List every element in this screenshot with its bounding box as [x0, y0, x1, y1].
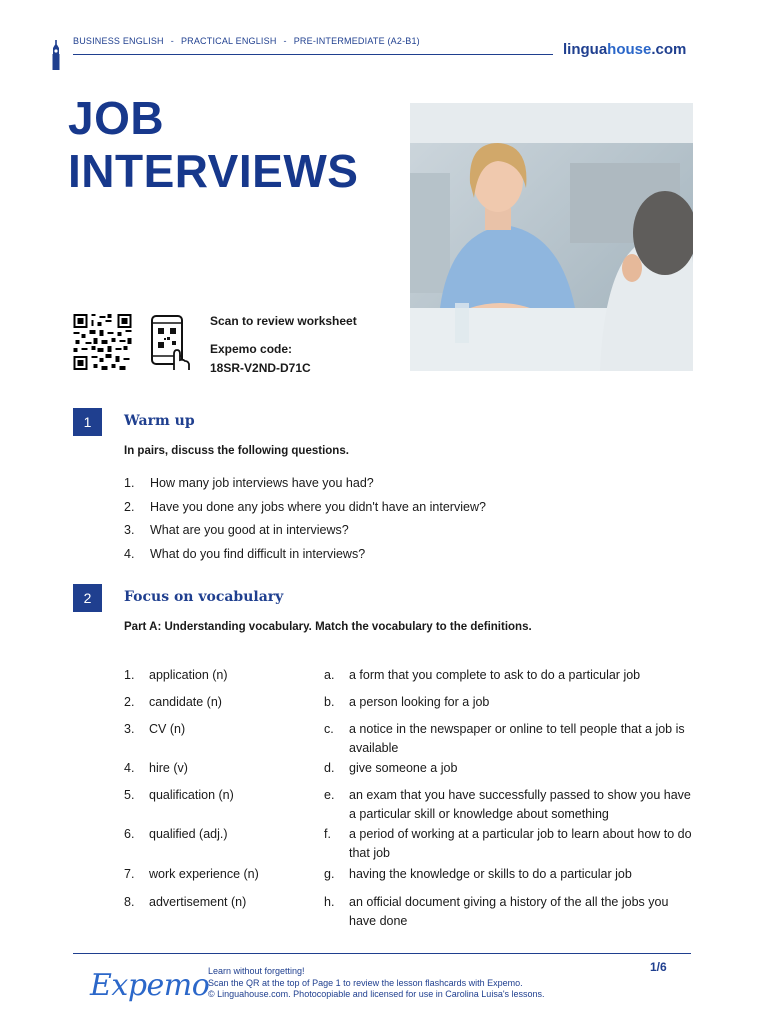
page-title	[68, 92, 358, 199]
table-row: 5. qualification (n) e. an exam that you have successfully passed to show you have a particular skill or knowledge about something	[124, 788, 691, 821]
table-row: 8. advertisement (n) h. an official document giving a history of the all the jobs you have done	[124, 895, 669, 928]
title-line-2: INTERVIEWS	[68, 145, 359, 198]
scan-label: Scan to review worksheet	[210, 314, 357, 328]
expemo-code-label: Expemo code:	[210, 342, 293, 356]
table-row: 4. hire (v) d. give someone a job	[124, 761, 458, 775]
scan-info	[210, 312, 357, 378]
footer-tagline: Learn without forgetting!	[208, 966, 305, 976]
footer-text	[208, 966, 545, 1001]
breadcrumb-separator: -	[283, 36, 287, 46]
header-divider	[73, 54, 553, 55]
phone-scan-icon	[150, 314, 192, 372]
section-2-number: 2	[73, 584, 102, 612]
warmup-question-list	[124, 476, 544, 570]
expemo-logo: Expemo	[90, 968, 210, 1003]
breadcrumb-separator: -	[170, 36, 174, 46]
section-2-instruction: Part A: Understanding vocabulary. Match the vocabulary to the definitions.	[124, 621, 532, 633]
list-item: 4. What do you find difficult in interviews?	[124, 546, 366, 561]
table-row: 3. CV (n) c. a notice in the newspaper or online to tell people that a job is available	[124, 722, 685, 755]
section-1-instruction: In pairs, discuss the following questions.	[124, 445, 349, 457]
list-item: 3. What are you good at in interviews?	[124, 523, 349, 537]
page-header	[50, 34, 700, 74]
breadcrumb-item: BUSINESS ENGLISH	[73, 36, 164, 46]
list-item: 1. How many job interviews have you had?	[124, 476, 374, 490]
breadcrumb	[73, 36, 420, 46]
big-ben-icon	[50, 40, 62, 70]
table-row: 7. work experience (n) g. having the knowledge or skills to do a particular job	[124, 867, 632, 881]
expemo-code: 18SR-V2ND-D71C	[210, 361, 311, 375]
qr-code[interactable]	[73, 314, 132, 370]
breadcrumb-item: PRE-INTERMEDIATE (A2-B1)	[293, 36, 420, 46]
breadcrumb-item: PRACTICAL ENGLISH	[180, 36, 277, 46]
table-row: 1. application (n) a. a form that you complete to ask to do a particular job	[124, 668, 641, 682]
interview-photo	[410, 103, 693, 371]
linguahouse-logo: linguahouse.com	[563, 41, 687, 58]
title-line-1: JOB	[68, 92, 165, 144]
table-row: 2. candidate (n) b. a person looking for a job	[124, 695, 490, 709]
footer-copyright: © Linguahouse.com. Photocopiable and licensed for use in Carolina Luisa's lessons.	[208, 989, 545, 999]
table-row: 6. qualified (adj.) f. a period of working at a particular job to learn about how to do that job	[124, 827, 692, 860]
section-1-title: Warm up	[124, 413, 195, 429]
footer-scan-note: Scan the QR at the top of Page 1 to review the lesson flashcards with Expemo.	[208, 977, 523, 988]
list-item: 2. Have you done any jobs where you didn't have an interview?	[124, 499, 486, 514]
section-2-title: Focus on vocabulary	[124, 589, 284, 605]
page-number: 1/6	[650, 960, 667, 974]
footer-divider	[73, 953, 691, 954]
section-1-number: 1	[73, 408, 102, 436]
